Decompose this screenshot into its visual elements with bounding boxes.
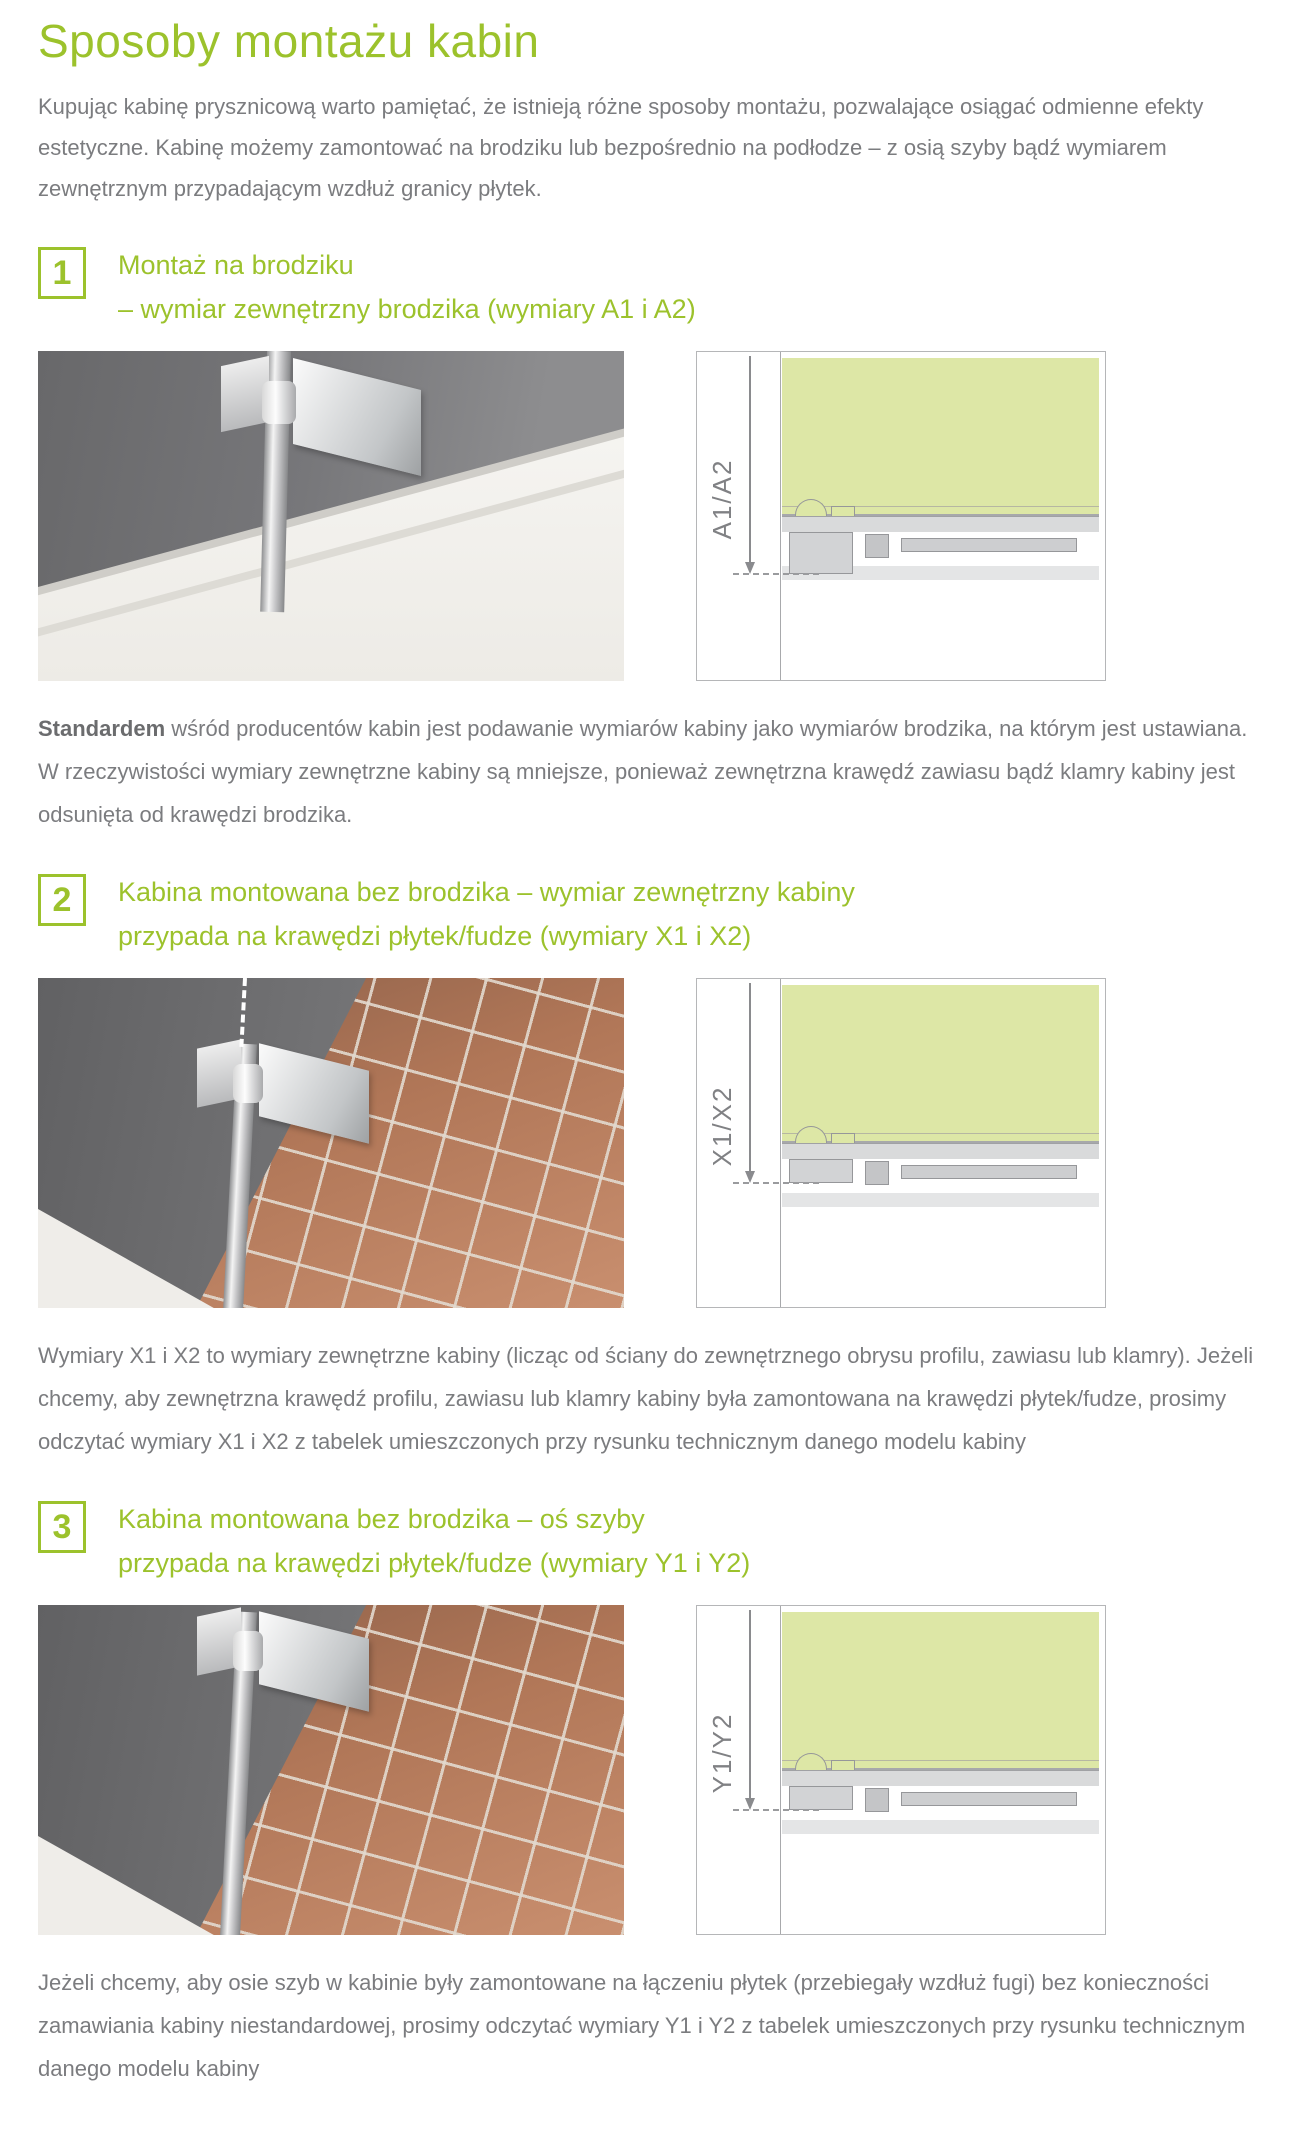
diagram-profile-seam [782,1770,1099,1786]
diagram-glass-edge-line [782,506,1099,507]
section-2-note-text: Wymiary X1 i X2 to wymiary zewnętrzne kabiny (licząc od ściany do zewnętrznego obrysu profilu, zawiasu lub klamry). Jeżeli chcemy, aby zewnętrzna krawędź profilu, zawiasu lub klamry kabiny była zamontowana na krawędzi płytek/fudze, prosimy odczytać wymiary X1 i X2 z tabelek umieszczonych przy rysunku technicznym danego modelu kabiny [38,1343,1254,1454]
section-1-heading [118,243,696,331]
diagram-dimension-line [749,1610,751,1798]
section-1-note-text: wśród producentów kabin jest podawanie wymiarów kabiny jako wymiarów brodzika, na którym jest ustawiana. W rzeczywistości wymiary zewnętrzne kabiny są mniejsze, ponieważ zewnętrzna krawędź zawiasu bądź klamry kabiny jest odsunięta od krawędzi brodzika. [38,716,1248,827]
section-3-note [38,1961,1264,2090]
diagram-glass-edge-line [782,1133,1099,1134]
diagram-wall-profile-block [789,1159,853,1183]
section-3-heading-line-2: przypada na krawędzi płytek/fudze (wymiary Y1 i Y2) [118,1548,751,1578]
technical-diagram-y1-y2 [696,1605,1106,1935]
section-2-number: 2 [52,881,72,919]
diagram-dashed-extension-line [733,573,819,575]
section-2-figures [38,978,1264,1308]
intro-paragraph: Kupując kabinę prysznicową warto pamiętać, że istnieją różne sposoby montażu, pozwalające osiągać odmienne efekty estetyczne. Kabinę możemy zamontować na brodziku lub bezpośrednio na podłodze – z osią szyby bądź wymiarem zewnętrznym przypadającym wzdłuż granicy płytek. [38,94,1204,201]
diagram-profile-seam [782,516,1099,532]
section-2-heading-line-2: przypada na krawędzi płytek/fudze (wymiary X1 i X2) [118,921,752,951]
section-1-number: 1 [52,254,72,292]
diagram-floor-profile-bar [901,1792,1077,1806]
diagram-subfloor-band [782,1193,1099,1207]
diagram-dimension-column [697,979,781,1307]
section-2-note [38,1334,1264,1463]
section-2-heading-line-1: Kabina montowana bez brodzika – wymiar zewnętrzny kabiny [118,877,855,907]
section-montaz-na-brodziku [38,243,1264,836]
diagram-profile-square [865,1788,889,1812]
diagram-wall-profile-block [789,532,853,574]
diagram-glass-panel [782,985,1099,1143]
section-bez-brodzika-os-szyby [38,1497,1264,2090]
diagram-glass-panel [782,1612,1099,1770]
diagram-dashed-extension-line [733,1809,819,1811]
section-3-number: 3 [52,1508,72,1546]
diagram-dimension-line [749,356,751,562]
diagram-hinge-step [831,1760,855,1770]
section-2-heading [118,870,855,958]
photo-hinge-on-shower-tray [38,351,624,681]
section-1-header [38,243,1264,331]
section-bez-brodzika-wymiar-zewnetrzny [38,870,1264,1463]
diagram-dimension-label: A1/A2 [707,458,737,540]
section-3-heading [118,1497,750,1585]
photo-hinge-on-tiled-floor-glass-axis [38,1605,624,1935]
section-1-heading-line-1: Montaż na brodziku [118,250,354,280]
diagram-wall-profile-block [789,1786,853,1810]
section-1-figures [38,351,1264,681]
photo-hinge-knuckle [233,1064,263,1104]
diagram-dimension-column [697,352,781,680]
section-3-figures [38,1605,1264,1935]
diagram-glass-edge-line [782,1760,1099,1761]
section-1-heading-line-2: – wymiar zewnętrzny brodzika (wymiary A1 i A2) [118,294,696,324]
diagram-dimension-line [749,983,751,1171]
section-3-number-box [38,1501,86,1553]
diagram-profile-seam [782,1143,1099,1159]
diagram-hinge-step [831,506,855,516]
technical-diagram-a1-a2 [696,351,1106,681]
section-1-number-box [38,247,86,299]
diagram-dimension-label: Y1/Y2 [707,1712,737,1794]
section-1-note [38,707,1264,836]
section-2-number-box [38,874,86,926]
diagram-profile-square [865,534,889,558]
section-1-note-lead: Standardem [38,716,166,741]
technical-diagram-x1-x2 [696,978,1106,1308]
diagram-floor-profile-bar [901,1165,1077,1179]
section-3-header [38,1497,1264,1585]
diagram-profile-square [865,1161,889,1185]
diagram-glass-panel [782,358,1099,516]
page-title: Sposoby montażu kabin [38,15,540,67]
photo-hinge-knuckle [262,381,296,424]
diagram-tray-profile-bar [901,538,1077,552]
photo-hinge-on-tiled-floor-outer-edge [38,978,624,1308]
diagram-subfloor-band [782,1820,1099,1834]
diagram-dimension-label: X1/X2 [707,1085,737,1167]
diagram-dashed-extension-line [733,1182,819,1184]
diagram-dimension-column [697,1606,781,1934]
section-2-header [38,870,1264,958]
photo-hinge-knuckle [233,1631,263,1671]
section-3-note-text: Jeżeli chcemy, aby osie szyb w kabinie były zamontowane na łączeniu płytek (przebiegały wzdłuż fugi) bez konieczności zamawiania kabiny niestandardowej, prosimy odczytać wymiary Y1 i Y2 z tabelek umieszczonych przy rysunku technicznym danego modelu kabiny [38,1970,1246,2081]
diagram-hinge-step [831,1133,855,1143]
section-3-heading-line-1: Kabina montowana bez brodzika – oś szyby [118,1504,645,1534]
